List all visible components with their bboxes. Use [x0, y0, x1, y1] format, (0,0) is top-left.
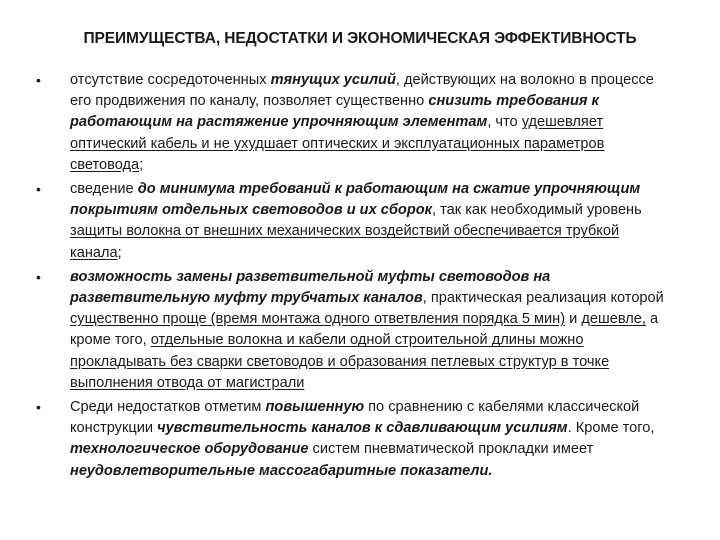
- emphasis-text: тянущих усилий: [270, 72, 396, 88]
- text-run: а кроме того,: [70, 311, 659, 349]
- text-run: , что: [487, 114, 522, 131]
- text-run: , так как необходимый уровень: [432, 202, 642, 219]
- text-run: по сравнению с кабелями классической конструкции: [70, 399, 640, 437]
- underlined-text: отдельные волокна и кабели одной строительной длины можно прокладывать без сварки световодов и образования петлевых структур в точке выполнения отвода от магистрали: [70, 332, 610, 391]
- list-item: [36, 70, 668, 176]
- text-run: Среди недостатков отметим: [70, 399, 266, 416]
- underlined-text: существенно проще (время монтажа одного ответвления порядка 5 мин): [70, 311, 566, 328]
- underlined-text: удешевляет оптический кабель и не ухудшает оптических и эксплуатационных параметров световода: [70, 114, 605, 173]
- text-run: , действующих на волокно в процессе его продвижения по каналу, позволяет существенно: [70, 72, 654, 110]
- list-item: [36, 397, 668, 482]
- text-run: ;: [117, 244, 122, 261]
- bullet-icon: •: [36, 399, 41, 416]
- underlined-text: защиты волокна от внешних механических воздействий обеспечивается трубкой канала: [70, 223, 620, 261]
- emphasis-text: неудовлетворительные массогабаритные показатели.: [70, 462, 493, 479]
- text-run: сведение: [70, 181, 138, 198]
- emphasis-text: возможность замены разветвительной муфты световодов на разветвительную муфту трубчатых каналов: [70, 268, 551, 307]
- text-run: отсутствие сосредоточенных: [70, 72, 271, 88]
- advantages-list: [36, 70, 668, 482]
- text-run: систем пневматической прокладки имеет: [308, 441, 594, 458]
- bullet-icon: •: [36, 72, 41, 88]
- text-run: . Кроме того,: [567, 420, 655, 437]
- emphasis-text: технологическое оборудование: [70, 441, 309, 458]
- list-item: [36, 179, 668, 264]
- page-title: ПРЕИМУЩЕСТВА, НЕДОСТАТКИ И ЭКОНОМИЧЕСКАЯ ЭФФЕКТИВНОСТЬ: [83, 30, 637, 47]
- emphasis-text: повышенную: [265, 399, 365, 416]
- bullet-icon: •: [36, 268, 41, 285]
- emphasis-text: снизить требования к работающим на растяжение упрочняющим элементам: [70, 93, 599, 131]
- emphasis-text: до минимума требований к работающим на сжатие упрочняющим покрытиям отдельных световодов и их сборок: [70, 181, 641, 219]
- underlined-text: дешевле,: [581, 311, 646, 328]
- emphasis-text: чувствительность каналов к сдавливающим усилиям: [157, 420, 568, 437]
- bullet-icon: •: [36, 181, 41, 198]
- text-run: и: [565, 311, 582, 328]
- list-item: [36, 267, 668, 394]
- text-run: , практическая реализация которой: [422, 290, 664, 307]
- text-run: ;: [139, 156, 144, 173]
